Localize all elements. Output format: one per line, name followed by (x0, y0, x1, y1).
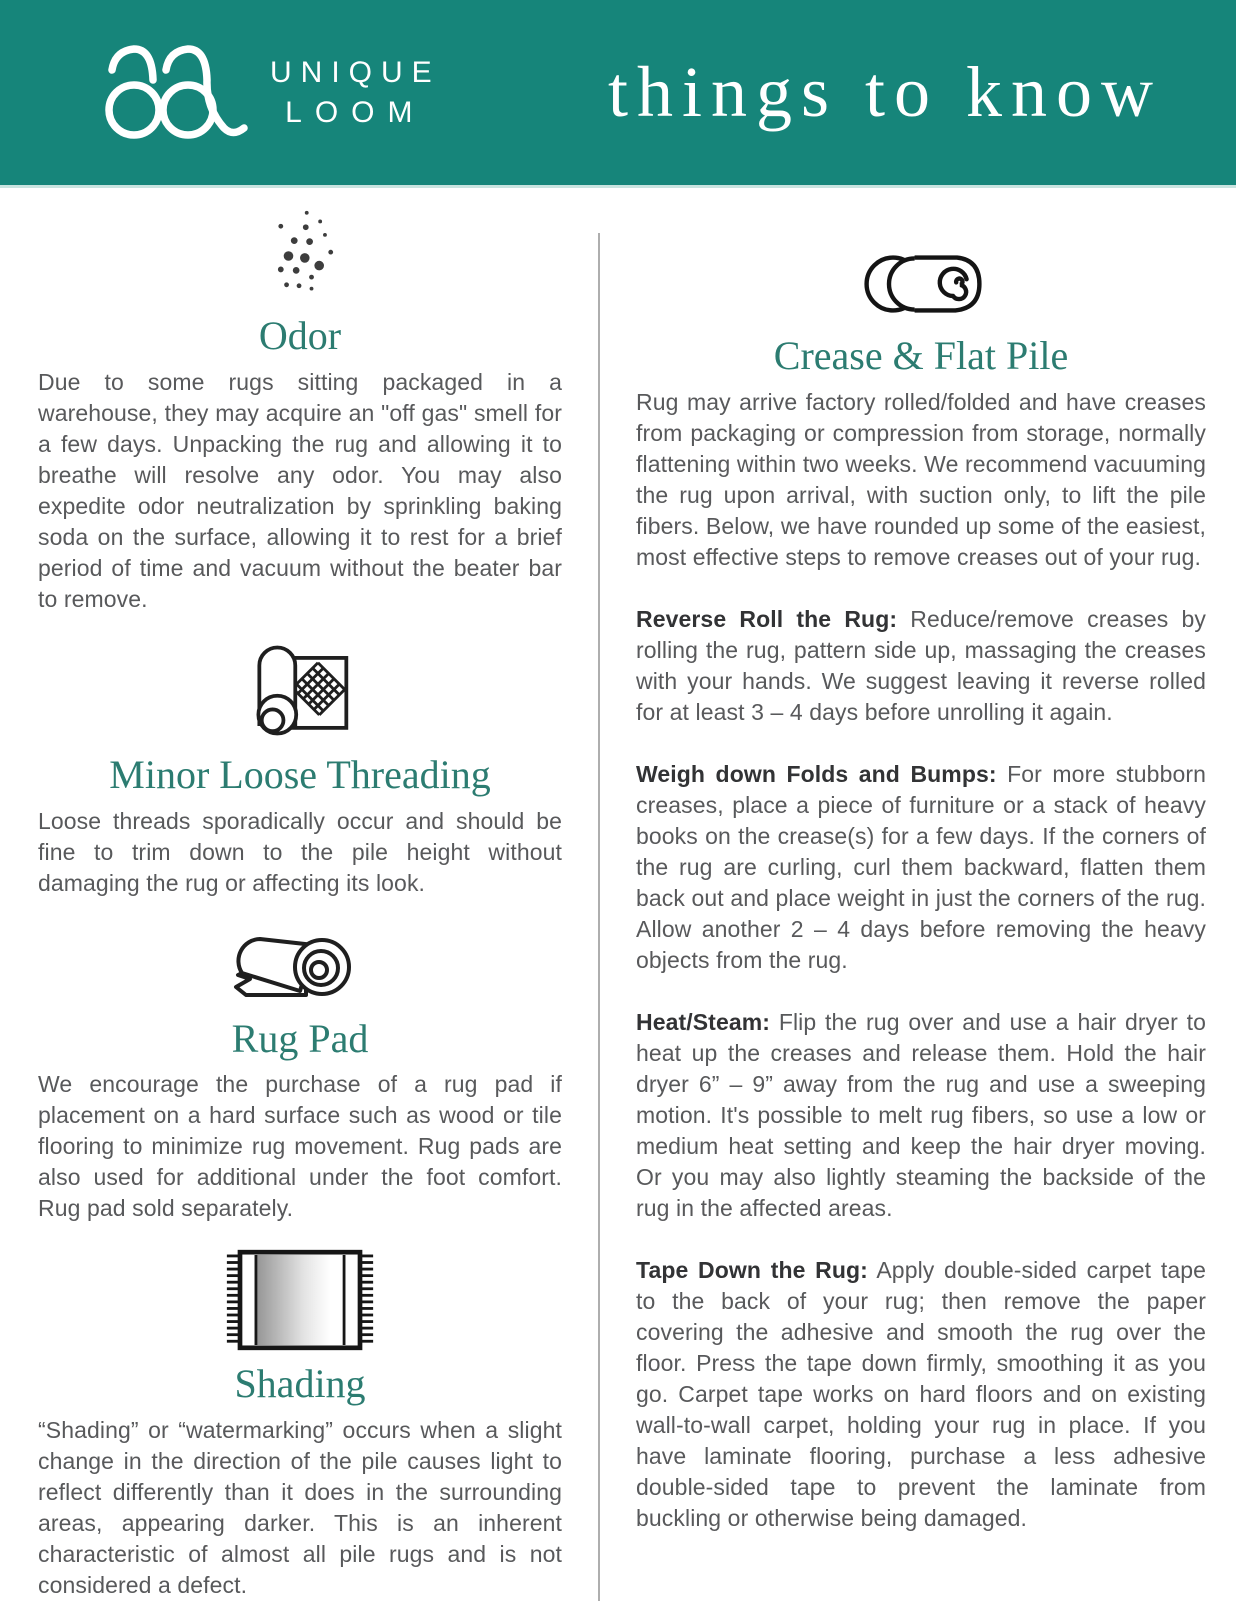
tip-label: Tape Down the Rug: (636, 1256, 868, 1283)
section-heading: Odor (258, 313, 342, 358)
tip-text: Apply double-sided carpet tape to the back of your rug; then remove the paper covering the adhesive and smooth the rug over the floor. Press the tape down firmly, smoothing it as you go. Carpet tape works on hard floors and on existing wall-to-wall carpet, holding your rug in place. If you have laminate flooring, purchase a less adhesive double-sided tape to prevent the laminate from buckling or otherwise being damaged. (636, 1256, 1206, 1531)
content (0, 188, 1236, 1601)
right-column (600, 188, 1236, 1601)
section-rug-pad (38, 925, 562, 1225)
rolled-crease-spiral-icon (636, 244, 1206, 324)
header-banner (0, 0, 1236, 188)
section-heading: Crease & Flat Pile (773, 333, 1069, 378)
section-odor (38, 208, 562, 615)
section-heading: Rug Pad (231, 1015, 369, 1061)
brand-name (270, 56, 441, 130)
odor-dots-icon (38, 208, 562, 304)
tip-text: Reduce/remove creases by rolling the rug, pattern side up, massaging the creases with your hands. We suggest leaving it reverse rolled for at least 3 – 4 days before unrolling it again. (636, 605, 1206, 725)
crease-intro: Rug may arrive factory rolled/folded and have creases from packaging or compression from storage, normally flattening within two weeks. We recommend vacuuming the rug upon arrival, with suction only, to lift the pile fibers. Below, we have rounded up some of the easiest, most effective steps to remove creases out of your rug. (636, 388, 1206, 570)
section-minor-loose-threading (38, 639, 562, 899)
tip-label: Reverse Roll the Rug: (636, 605, 898, 632)
section-heading: Shading (234, 1361, 366, 1407)
tip-label: Heat/Steam: (636, 1008, 771, 1035)
tip-heat-steam (636, 1007, 1206, 1224)
left-column (0, 188, 598, 1601)
section-body: “Shading” or “watermarking” occurs when a slight change in the direction of the pile causes light to reflect differently than it does in the surrounding areas, appearing darker. This is an inherent characteristic of almost all pile rugs and is not considered a defect. (38, 1417, 562, 1599)
rolled-rug-crosshatch-icon (38, 639, 562, 743)
fringed-rug-gradient-icon (38, 1248, 562, 1352)
section-body: We encourage the purchase of a rug pad if placement on a hard surface such as wood or tile flooring to minimize rug movement. Rug pads are also used for additional under the foot comfort. Rug pad sold separately. (38, 1071, 562, 1222)
brand-line2: LOOM (285, 95, 426, 129)
tip-label: Weigh down Folds and Bumps: (636, 760, 997, 787)
unique-loom-logo (98, 37, 441, 149)
tip-text: For more stubborn creases, place a piece of furniture or a stack of heavy books on the crease(s) for a few days. If the corners of the rug are curling, curl them backward, flatten them back out and place weight in just the corners of the rug. Allow another 2 – 4 days before removing the heavy objects from the rug. (636, 760, 1207, 973)
page-title: things to know (607, 52, 1162, 132)
section-heading: Minor Loose Threading (109, 751, 491, 797)
tip-weigh-down (636, 759, 1206, 976)
double-loop-logo-icon (98, 37, 248, 149)
rug-pad-roll-icon (38, 925, 562, 1007)
tip-tape-down (636, 1255, 1206, 1534)
brand-line1: UNIQUE (270, 55, 441, 89)
section-body: Due to some rugs sitting packaged in a warehouse, they may acquire an "off gas" smell for a few days. Unpacking the rug and allowing it to breathe will resolve any odor. You may also expedite odor neutralization by sprinkling baking soda on the surface, allowing it to rest for a brief period of time and vacuum without the beater bar to remove. (38, 368, 562, 612)
section-shading (38, 1248, 562, 1601)
tip-reverse-roll (636, 604, 1206, 728)
tip-text: Flip the rug over and use a hair dryer to heat up the creases and release them. Hold the hair dryer 6” – 9” away from the rug and use a sweeping motion. It's possible to melt rug fibers, so use a low or medium heat setting and keep the hair dryer moving. Or you may also lightly steaming the backside of the rug in the affected areas. (636, 1008, 1206, 1221)
section-body: Loose threads sporadically occur and should be fine to trim down to the pile height without damaging the rug or affecting its look. (38, 807, 562, 896)
